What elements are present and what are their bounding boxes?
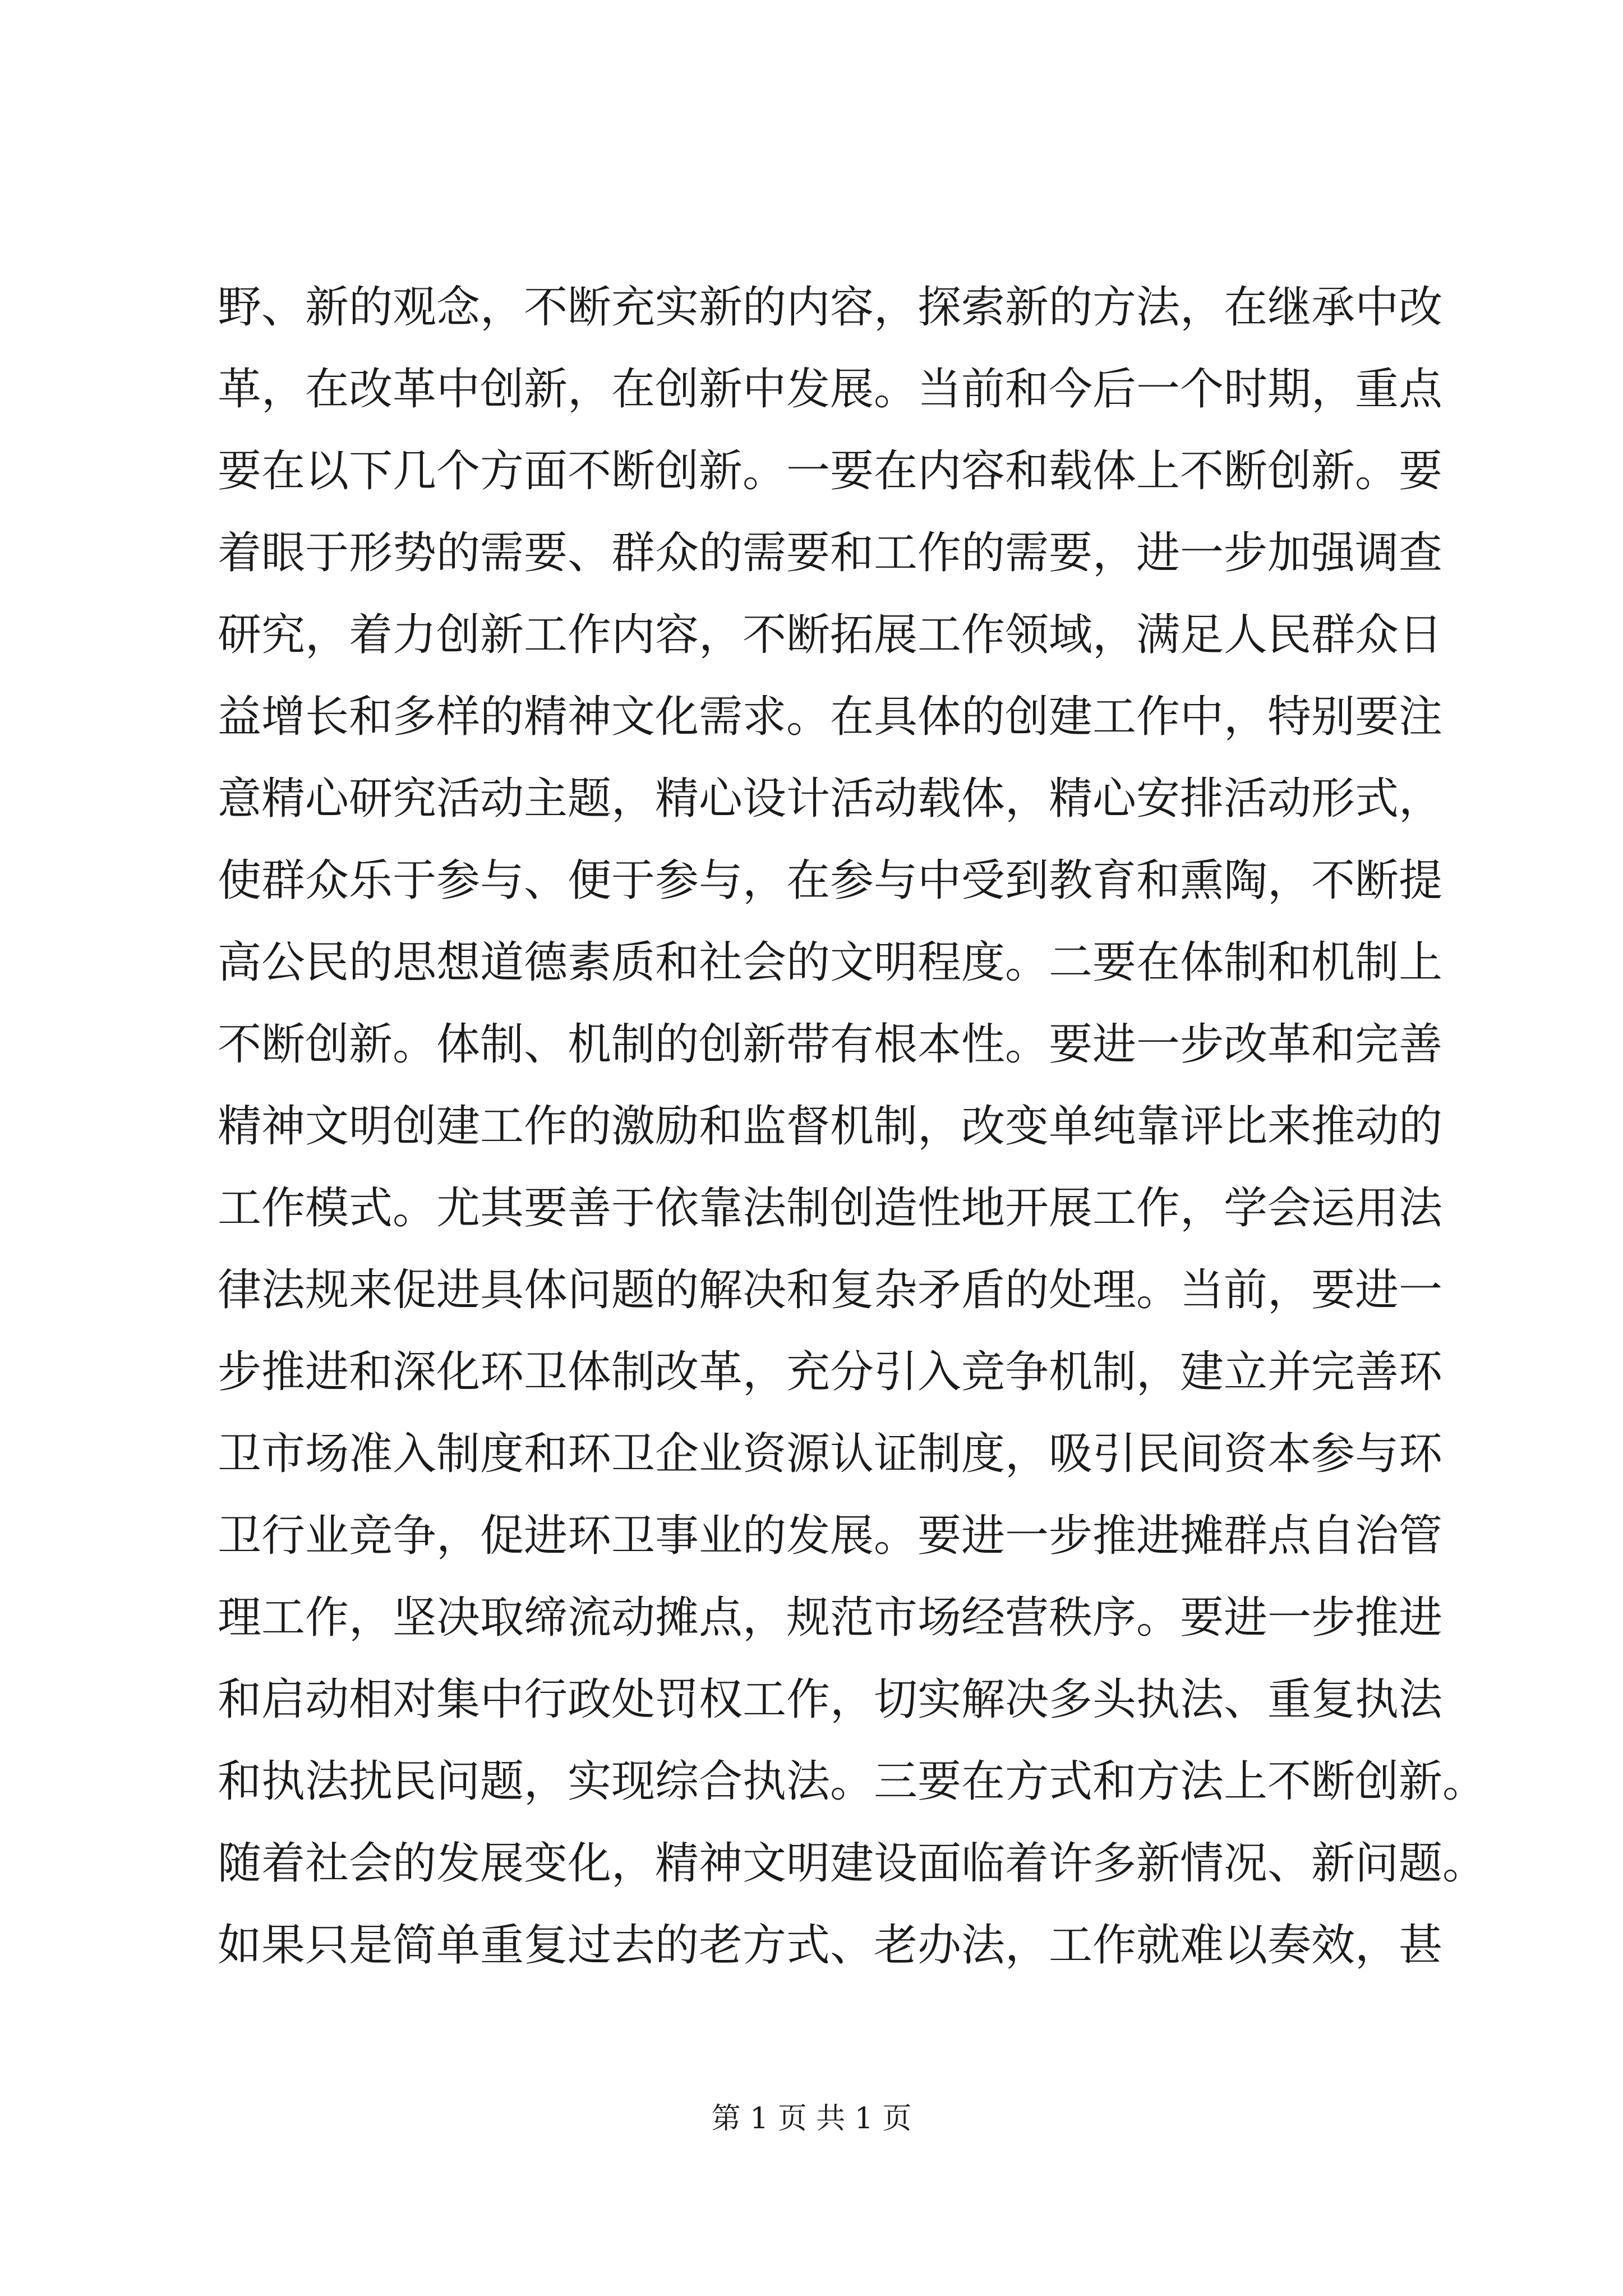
- text-line: 和执法扰民问题，实现综合执法。三要在方式和方法上不断创新。: [218, 1756, 1487, 1807]
- text-line: 精神文明创建工作的激励和监督机制，改变单纯靠评比来推动的: [218, 1101, 1443, 1152]
- text-line: 革，在改革中创新，在创新中发展。当前和今后一个时期，重点: [218, 364, 1443, 415]
- text-line: 步推进和深化环卫体制改革，充分引入竞争机制，建立并完善环: [218, 1347, 1443, 1397]
- body-text: [218, 266, 1487, 1986]
- text-line: 理工作，坚决取缔流动摊点，规范市场经营秩序。要进一步推进: [218, 1593, 1443, 1643]
- text-line: 着眼于形势的需要、群众的需要和工作的需要，进一步加强调查: [218, 528, 1443, 578]
- text-line: 和启动相对集中行政处罚权工作，切实解决多头执法、重复执法: [218, 1674, 1443, 1725]
- page-number-label: 第 1 页 共 1 页: [711, 2102, 912, 2136]
- page-footer: [0, 2099, 1623, 2138]
- text-line: 使群众乐于参与、便于参与，在参与中受到教育和熏陶，不断提: [218, 855, 1443, 906]
- text-line: 高公民的思想道德素质和社会的文明程度。二要在体制和机制上: [218, 937, 1443, 988]
- text-line: 随着社会的发展变化，精神文明建设面临着许多新情况、新问题。: [218, 1838, 1487, 1889]
- text-line: 律法规来促进具体问题的解决和复杂矛盾的处理。当前，要进一: [218, 1265, 1443, 1315]
- text-line: 工作模式。尤其要善于依靠法制创造性地开展工作，学会运用法: [218, 1183, 1443, 1234]
- text-line: 野、新的观念，不断充实新的内容，探索新的方法，在继承中改: [218, 282, 1443, 333]
- text-line: 意精心研究活动主题，精心设计活动载体，精心安排活动形式，: [218, 774, 1443, 824]
- text-line: 研究，着力创新工作内容，不断拓展工作领域，满足人民群众日: [218, 610, 1443, 660]
- text-line: 卫行业竞争，促进环卫事业的发展。要进一步推进摊群点自治管: [218, 1511, 1443, 1561]
- text-line: 益增长和多样的精神文化需求。在具体的创建工作中，特别要注: [218, 692, 1443, 742]
- text-line: 要在以下几个方面不断创新。一要在内容和载体上不断创新。要: [218, 446, 1443, 496]
- text-line: 如果只是简单重复过去的老方式、老办法，工作就难以奏效，甚: [218, 1920, 1443, 1971]
- text-line: 卫市场准入制度和环卫企业资源认证制度，吸引民间资本参与环: [218, 1429, 1443, 1479]
- text-line: 不断创新。体制、机制的创新带有根本性。要进一步改革和完善: [218, 1019, 1443, 1070]
